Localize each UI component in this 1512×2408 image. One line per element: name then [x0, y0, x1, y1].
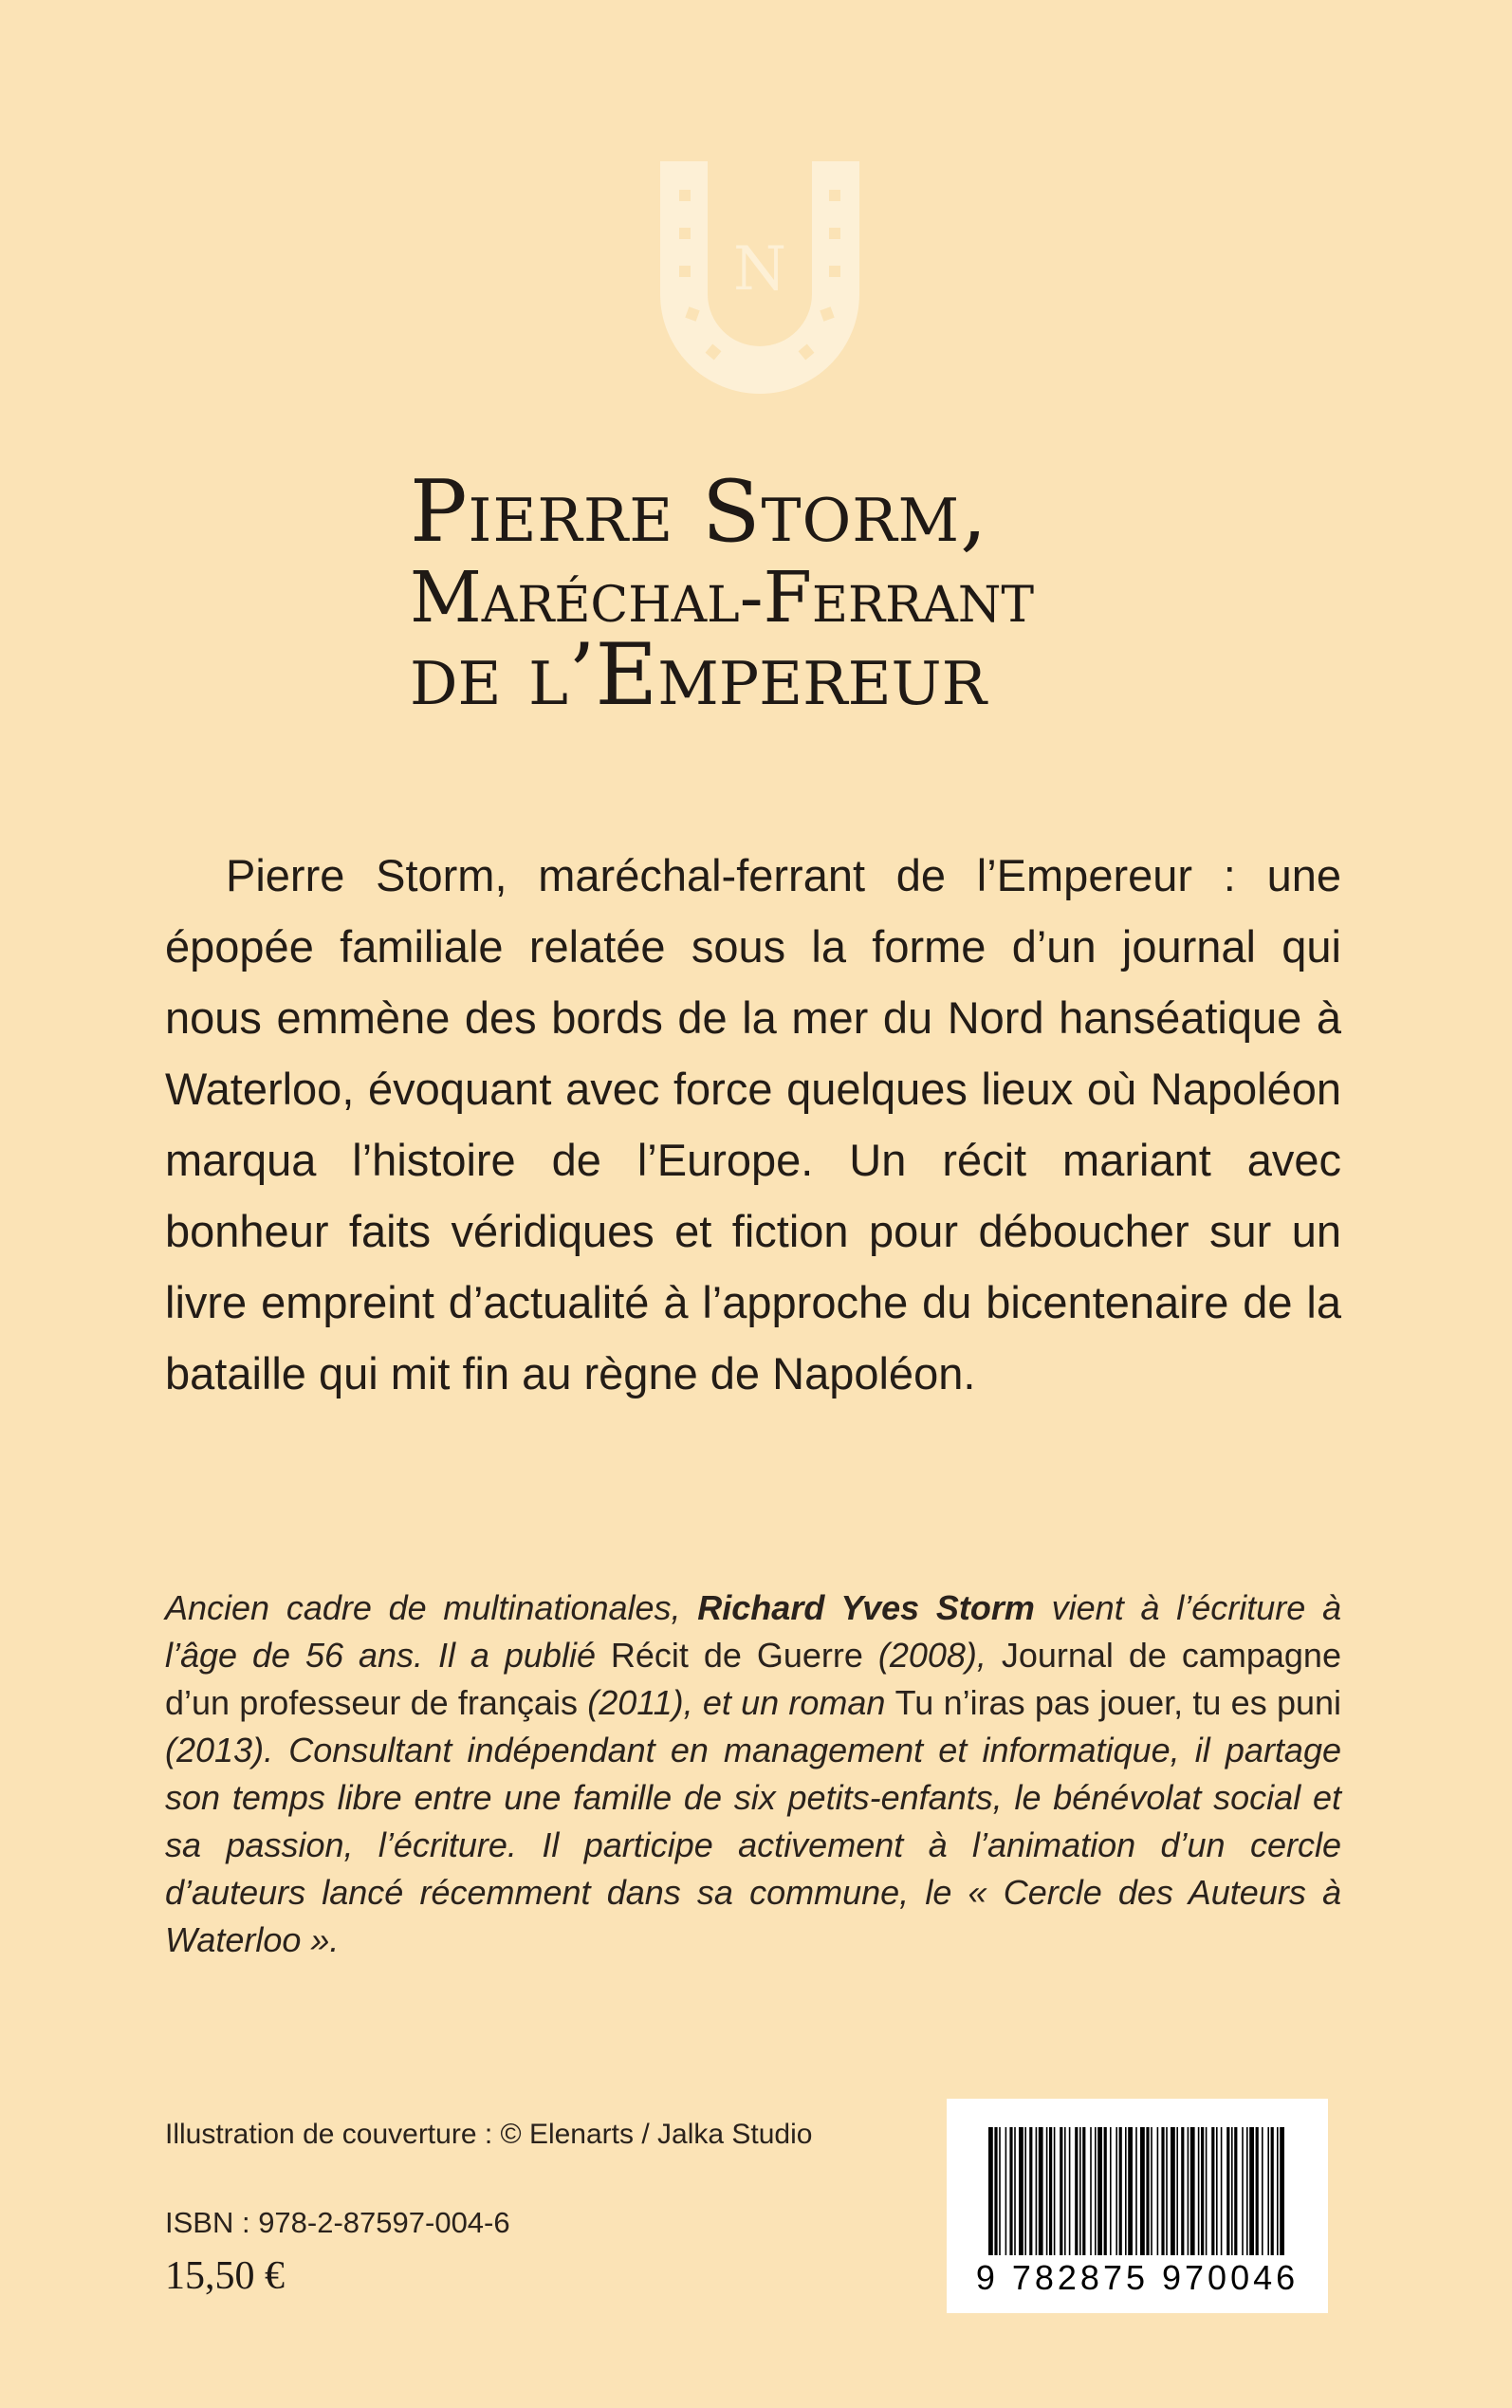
barcode-bar — [1249, 2127, 1254, 2255]
barcode-bar — [1157, 2127, 1159, 2255]
book-summary: Pierre Storm, maréchal-ferrant de l’Empereur : une épopée familiale relatée sous la forme d’un journal qui nous emmène des bords de la mer du Nord hanséatique à Waterloo, évoquant avec force quelques lieux où Napoléon marqua l’histoire de l’Europe. Un récit mariant avec bonheur faits véridiques et fiction pour déboucher sur un livre empreint d’actualité à l’approche du bicentenaire de la bataille qui mit fin au règne de Napoléon. — [165, 850, 1341, 1398]
barcode-bar — [1039, 2127, 1043, 2255]
bio-text-3: (2008), — [862, 1636, 1002, 1675]
book-title-2: Journal de campagne d’un professeur de français — [165, 1636, 1341, 1722]
barcode-bar — [1110, 2127, 1112, 2255]
barcode-bar — [1049, 2127, 1052, 2255]
barcode-bar — [1242, 2127, 1244, 2255]
barcode-bar — [1097, 2127, 1102, 2255]
barcode-bar — [988, 2127, 993, 2255]
book-title-3: Tu n’iras pas jouer, tu es puni — [894, 1683, 1342, 1722]
barcode-bar — [1262, 2127, 1263, 2255]
barcode-bar — [1019, 2127, 1023, 2255]
barcode-bar — [1079, 2127, 1081, 2255]
barcode-bar — [1090, 2127, 1092, 2255]
barcode-bars — [988, 2127, 1286, 2255]
book-title-1: Récit de Guerre — [610, 1636, 863, 1675]
barcode-bar — [999, 2127, 1001, 2255]
barcode-bar — [994, 2127, 997, 2255]
barcode-bar — [1014, 2127, 1016, 2255]
barcode-bar — [1029, 2127, 1032, 2255]
barcode-bar — [1146, 2127, 1149, 2255]
barcode-bar — [1009, 2127, 1012, 2255]
barcode-bar — [1005, 2127, 1007, 2255]
bio-text-5: (2013). Consultant indépendant en management et informatique, il partage son temps libre entre une famille de six petits-enfants, le bénévolat social et sa passion, l’écriture. Il participe activement à l’animation d’un cercle d’auteurs lancé récemment dans sa commune, le « Cercle des Auteurs à Waterloo ». — [165, 1731, 1341, 1959]
title-line-1: Pierre Storm, — [410, 462, 988, 562]
barcode-digits: 9 782875 970046 — [975, 2258, 1300, 2297]
author-bio — [165, 1584, 1341, 1964]
barcode-bar — [1119, 2127, 1122, 2255]
barcode-bar — [1256, 2127, 1259, 2255]
isbn: ISBN : 978-2-87597-004-6 — [165, 2206, 510, 2239]
barcode-bar — [1198, 2127, 1200, 2255]
barcode-bar — [1246, 2127, 1248, 2255]
barcode-bar — [1277, 2127, 1279, 2255]
price: 15,50 € — [165, 2254, 285, 2298]
barcode-bar — [1161, 2127, 1164, 2255]
barcode-bar — [1082, 2127, 1085, 2255]
author-name: Richard Yves Storm — [697, 1588, 1035, 1627]
barcode-bar — [1234, 2127, 1237, 2255]
logo-letter: N — [733, 234, 786, 305]
barcode-bar — [1069, 2127, 1071, 2255]
barcode-bar — [1206, 2127, 1208, 2255]
barcode-bar — [1216, 2127, 1218, 2255]
horseshoe-logo-icon — [632, 152, 888, 433]
barcode-bar — [1231, 2127, 1233, 2255]
barcode-bar — [1036, 2127, 1038, 2255]
barcode-bar — [1095, 2127, 1097, 2255]
barcode-bar — [1104, 2127, 1107, 2255]
barcode-bar — [1190, 2127, 1195, 2255]
barcode-bar — [1221, 2127, 1223, 2255]
bio-text-1: Ancien cadre de multinationales, — [165, 1588, 698, 1627]
barcode-bar — [1166, 2127, 1168, 2255]
illustration-credit: Illustration de couverture : © Elenarts / Jalka Studio — [165, 2119, 813, 2150]
barcode-bar — [1176, 2127, 1178, 2255]
title-line-3: de l’Empereur — [410, 625, 987, 725]
barcode-bar — [1226, 2127, 1229, 2255]
bio-text-4: (2011), et un roman — [577, 1683, 895, 1722]
barcode-bar — [1024, 2127, 1026, 2255]
barcode-bar — [1151, 2127, 1152, 2255]
barcode-bar — [1060, 2127, 1062, 2255]
barcode-bar — [1054, 2127, 1056, 2255]
barcode-bar — [1128, 2127, 1133, 2255]
barcode-bar — [1135, 2127, 1137, 2255]
barcode-bar — [1267, 2127, 1269, 2255]
barcode-bar — [1125, 2127, 1127, 2255]
barcode-bar — [1181, 2127, 1184, 2255]
barcode-bar — [1280, 2127, 1284, 2255]
barcode-bar — [1140, 2127, 1145, 2255]
barcode-bar — [1064, 2127, 1066, 2255]
barcode-bar — [1046, 2127, 1048, 2255]
barcode-bar — [1171, 2127, 1175, 2255]
barcode — [947, 2099, 1328, 2313]
barcode-bar — [1211, 2127, 1214, 2255]
barcode-bar — [1116, 2127, 1117, 2255]
barcode-bar — [1271, 2127, 1274, 2255]
barcode-bar — [1201, 2127, 1204, 2255]
barcode-bar — [1188, 2127, 1189, 2255]
title-line-2: Maréchal-Ferrant — [410, 557, 1035, 639]
barcode-bar — [1075, 2127, 1078, 2255]
bio-text-2: vient à l’écriture à l’âge de 56 ans. Il a publié — [165, 1588, 1341, 1675]
